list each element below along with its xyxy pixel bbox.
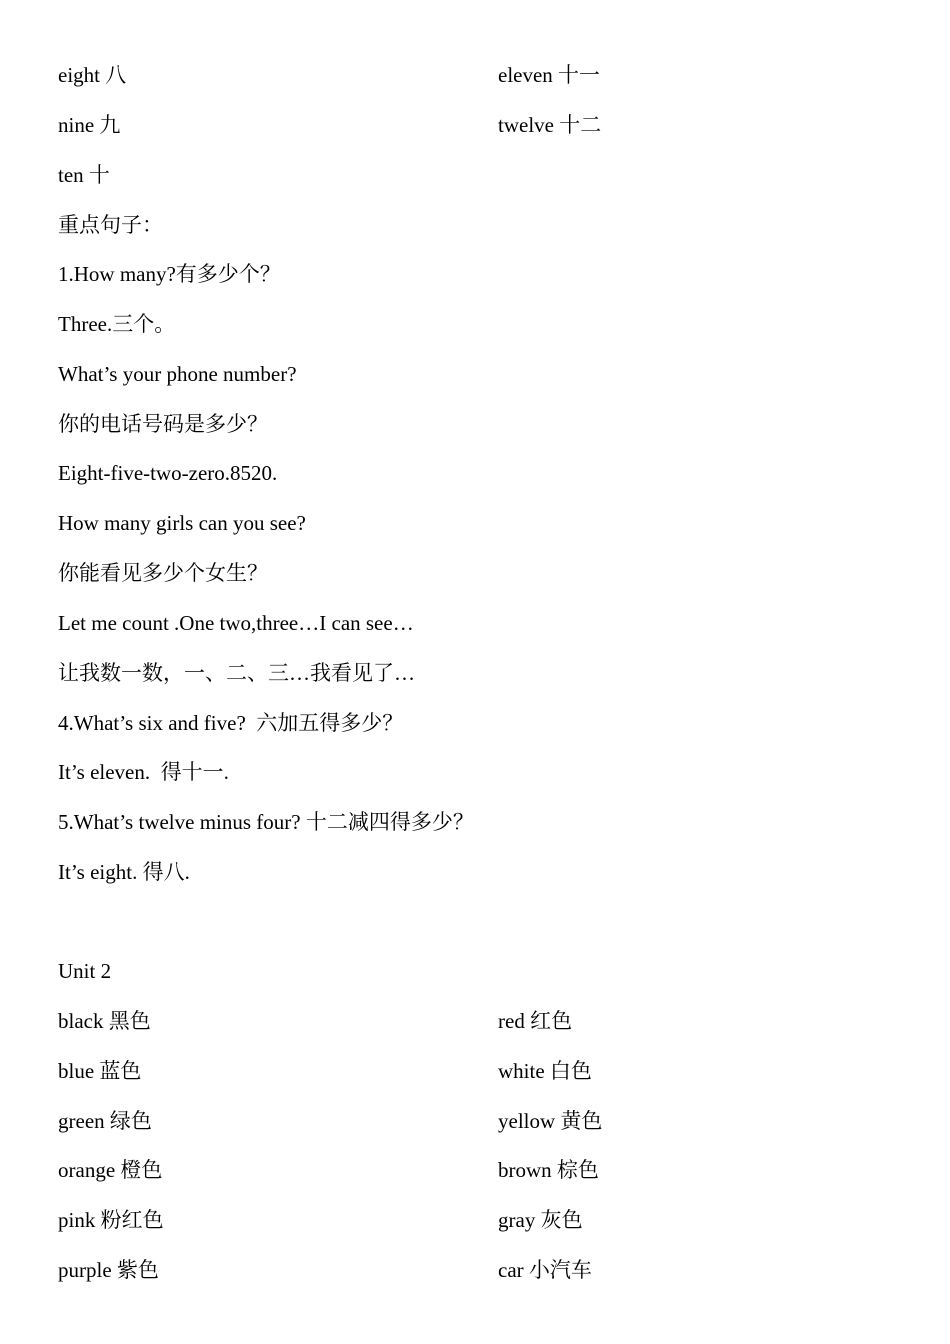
- vocab-item: pink 粉红色: [58, 1208, 164, 1232]
- vocab-item: nine 九: [58, 113, 121, 137]
- vocab-item: twelve 十二: [498, 113, 602, 137]
- vocab-item: ten 十: [58, 163, 110, 187]
- sentence-line: What’s your phone number?: [58, 362, 297, 386]
- vocab-item: gray 灰色: [498, 1208, 583, 1232]
- vocab-item: eleven 十一: [498, 63, 601, 87]
- sentence-line: 让我数一数，一、二、三…我看见了…: [58, 661, 415, 685]
- sentence-line: It’s eight. 得八.: [58, 860, 190, 884]
- sentence-line: 4.What’s six and five? 六加五得多少？: [58, 711, 404, 735]
- sentence-line: 你能看见多少个女生？: [58, 561, 268, 585]
- sentence-line: Eight-five-two-zero.8520.: [58, 461, 278, 485]
- vocab-item: red 红色: [498, 1009, 573, 1033]
- sentence-line: How many girls can you see?: [58, 511, 306, 535]
- vocab-item: yellow 黄色: [498, 1109, 603, 1133]
- vocab-item: black 黑色: [58, 1009, 151, 1033]
- sentence-line: 5.What’s twelve minus four? 十二减四得多少？: [58, 810, 474, 834]
- vocab-item: white 白色: [498, 1059, 592, 1083]
- sentence-line: Three.三个。: [58, 312, 176, 336]
- unit-heading: Unit 2: [58, 959, 112, 983]
- sentence-line: 你的电话号码是多少？: [58, 412, 268, 436]
- vocab-item: brown 棕色: [498, 1158, 599, 1182]
- vocab-item: purple 紫色: [58, 1258, 159, 1282]
- vocab-item: car 小汽车: [498, 1258, 592, 1282]
- vocab-item: green 绿色: [58, 1109, 152, 1133]
- vocab-item: orange 橙色: [58, 1158, 163, 1182]
- sentence-line: 1.How many?有多少个？: [58, 262, 281, 286]
- vocab-item: eight 八: [58, 63, 127, 87]
- sentence-line: Let me count .One two,three…I can see…: [58, 611, 414, 635]
- sentence-line: It’s eleven. 得十一.: [58, 760, 229, 784]
- vocab-item: blue 蓝色: [58, 1059, 142, 1083]
- section-heading: 重点句子：: [58, 213, 163, 237]
